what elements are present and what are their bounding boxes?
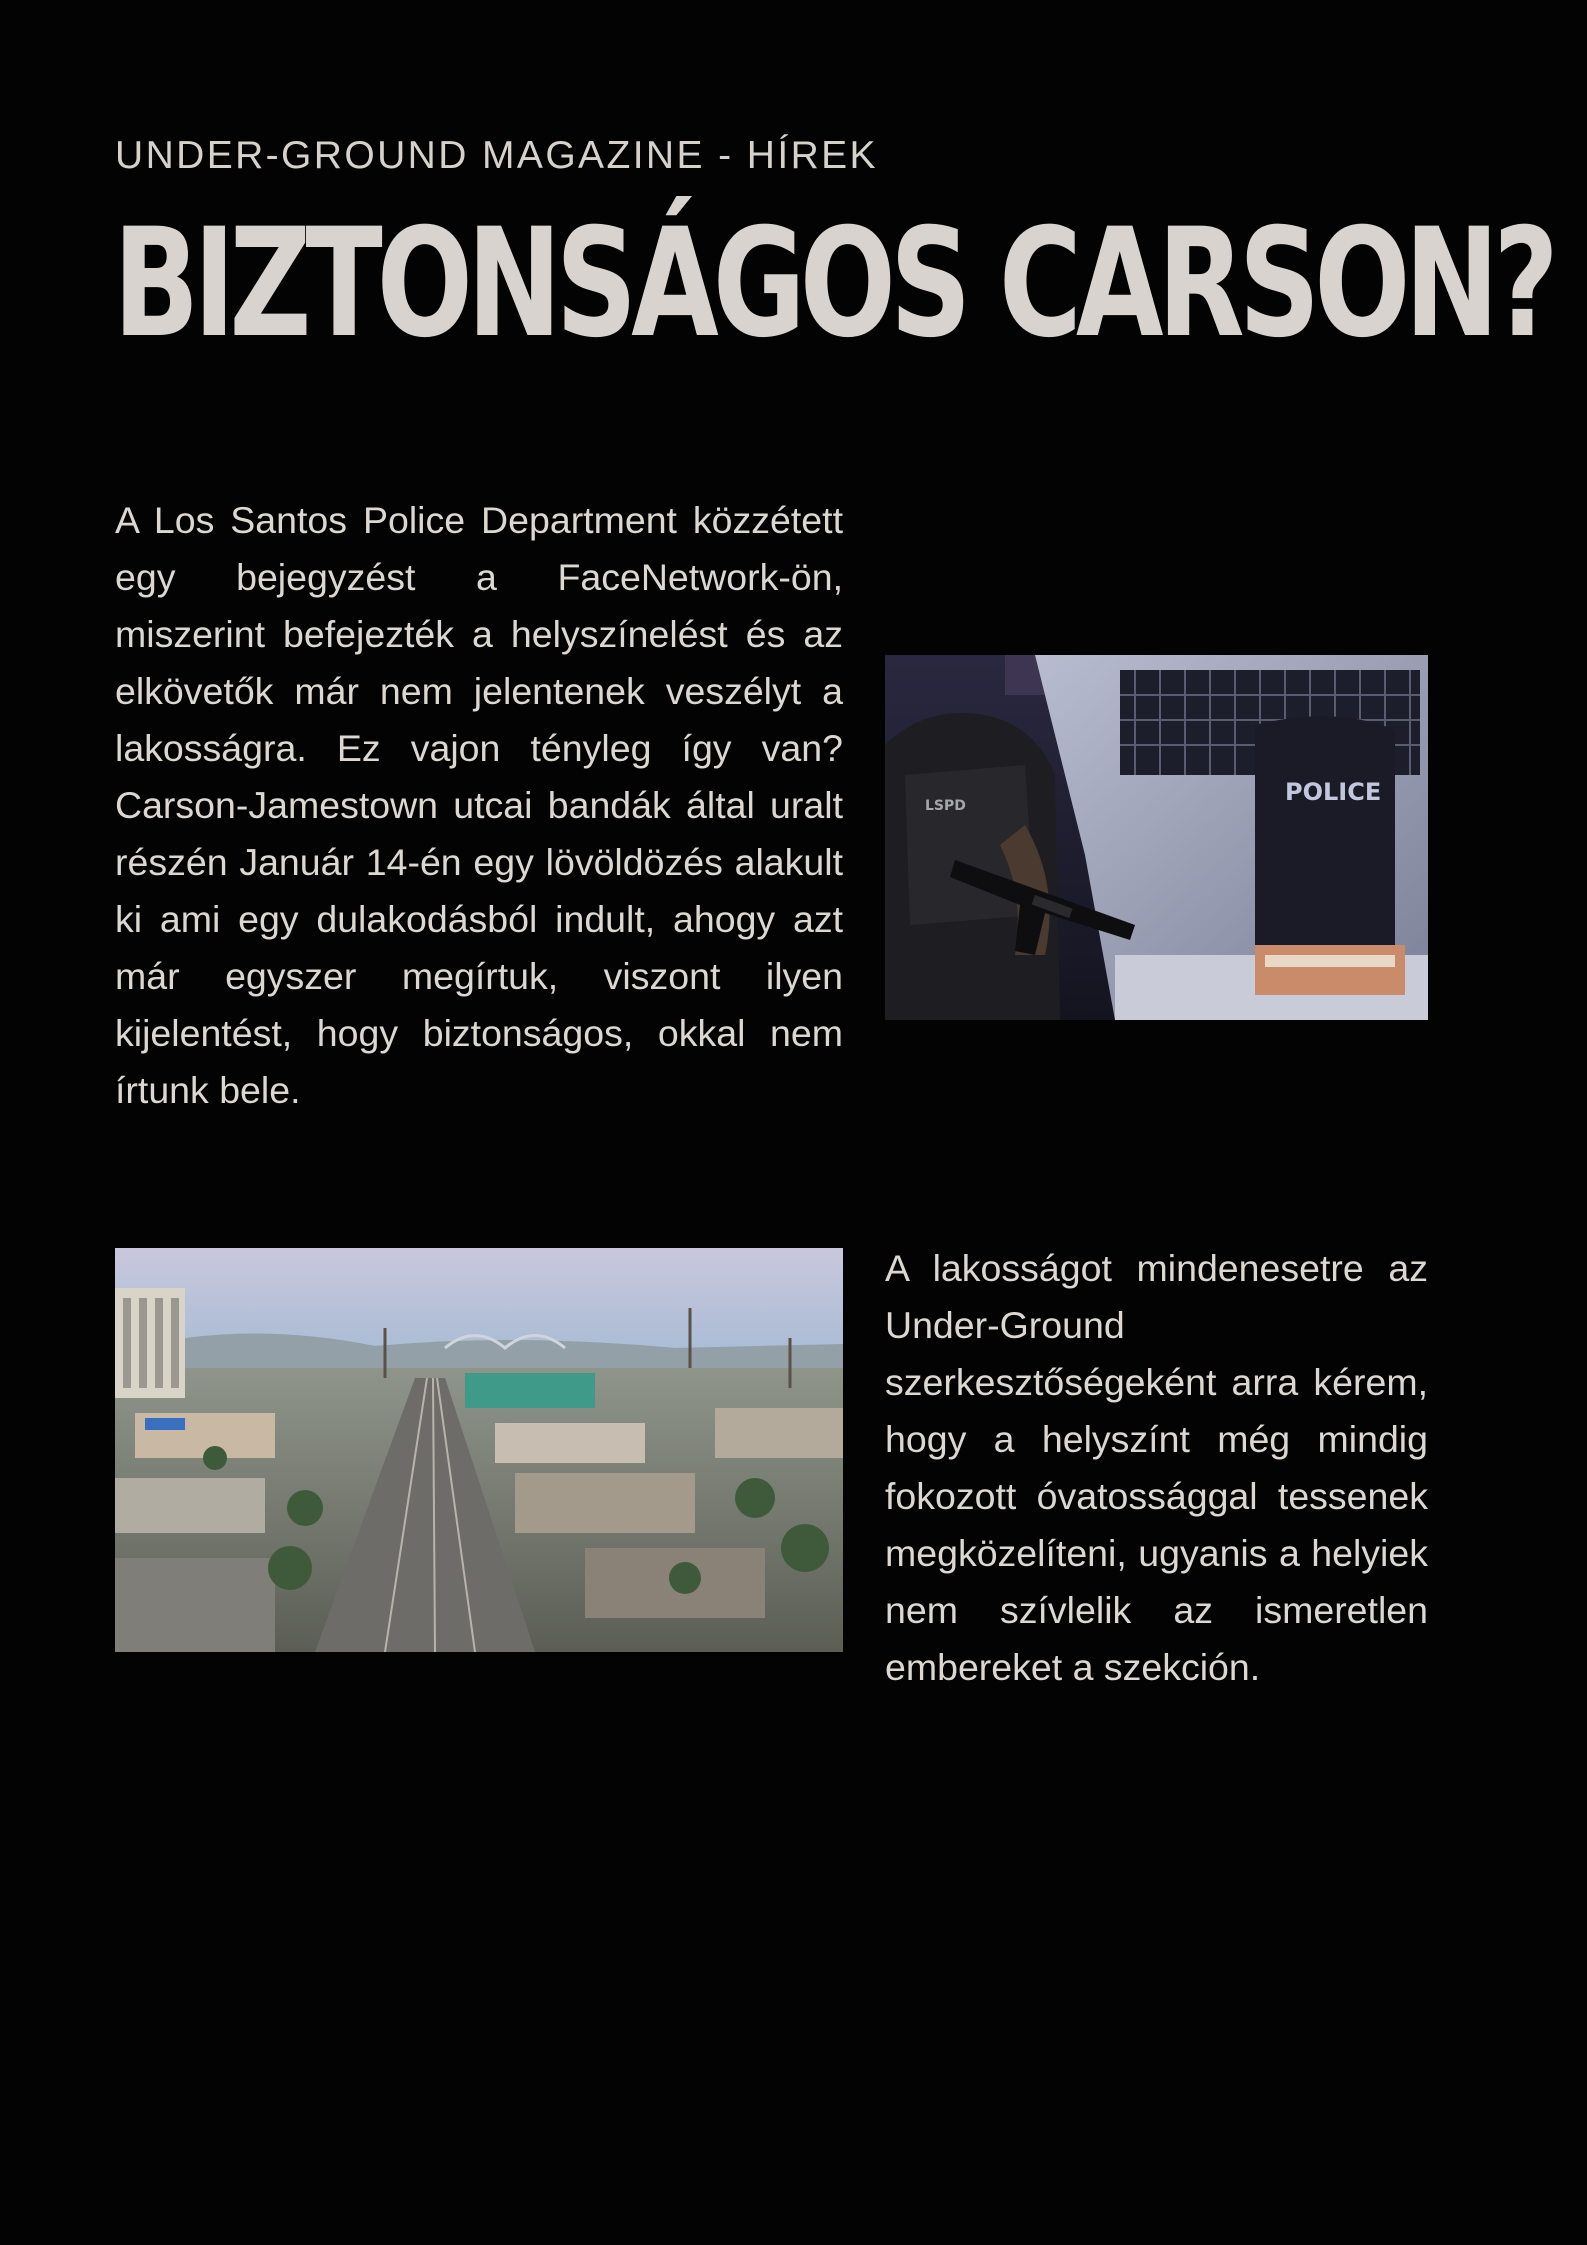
article-headline: BIZTONSÁGOS CARSON? bbox=[113, 197, 1553, 371]
city-street-photo bbox=[115, 1248, 843, 1652]
magazine-kicker: UNDER-GROUND MAGAZINE - HÍREK bbox=[115, 134, 878, 177]
police-photo-illustration bbox=[885, 655, 1428, 1020]
vest-lspd-text: LSPD bbox=[925, 798, 966, 814]
article-paragraph-1: A Los Santos Police Department közzétett egy bejegyzést a FaceNetwork-ön, miszerint befejezték a helyszínelést és az elkövetők már nem jelentenek veszélyt a lakosságra. Ez vajon tényleg így van? Carson-Jamestown utcai bandák által uralt részén Január 14-én egy lövöldözés alakult ki ami egy dulakodásból indult, ahogy azt már egyszer megírtuk, viszont ilyen kijelentést, hogy biztonságos, okkal nem írtunk bele. bbox=[115, 499, 843, 1111]
article-paragraph-2: A lakosságot mindenesetre az Under-Ground szerkesztőségeként arra kérem, hogy a helyszínt még mindig fokozott óvatossággal tessenek megközelíteni, ugyanis a helyiek nem szívlelik az ismeretlen embereket a szekción. bbox=[885, 1247, 1428, 1688]
vehicle-police-text: POLICE bbox=[1285, 778, 1382, 806]
city-photo-illustration bbox=[115, 1248, 843, 1652]
police-officer-photo bbox=[885, 655, 1428, 1020]
